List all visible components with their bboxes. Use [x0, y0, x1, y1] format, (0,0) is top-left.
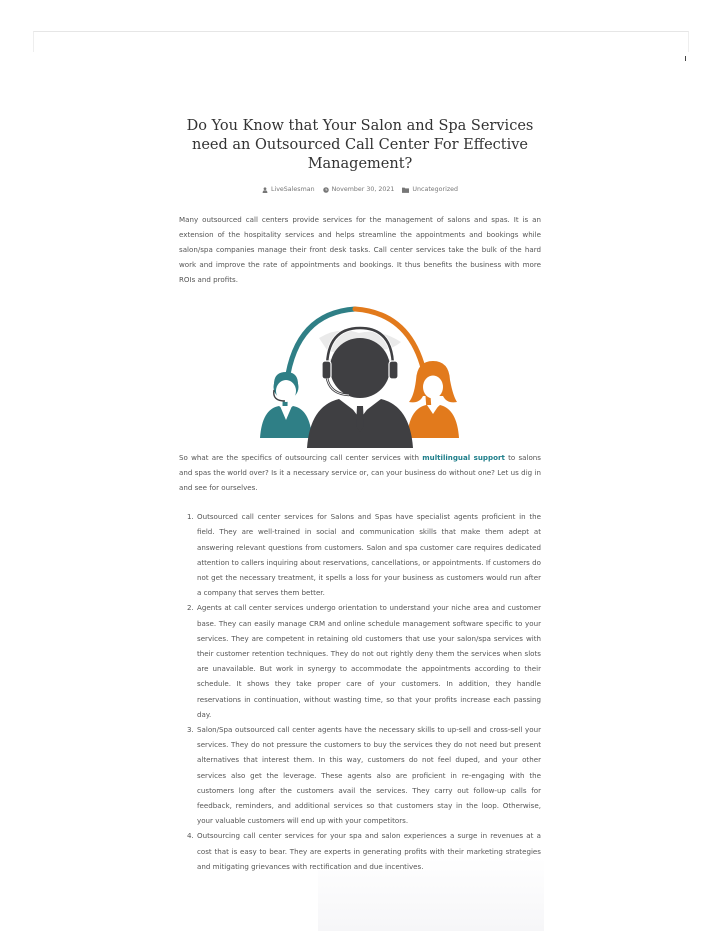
call-center-agents-illustration	[179, 298, 541, 448]
meta-category[interactable]	[402, 185, 458, 194]
post-date[interactable]: November 30, 2021	[331, 186, 395, 193]
author-name[interactable]: LiveSalesman	[270, 186, 315, 193]
main-agent-center	[307, 328, 413, 448]
list-item: 1. Outsourced call center services for Salons and Spas have specialist agents proficient in the field. They are well-trained in social and communication skills that make them adept at answering relevant questions from customers. Salon and spa customer care requires dedicated attention to callers inquiring about reservations, cancellations, or appointments. If customers do not get the necessary treatment, it spells a loss for your business as customers would run after a company that serves them better.	[196, 509, 541, 600]
benefits-list	[179, 509, 541, 874]
list-item: 4. Outsourcing call center services for your spa and salon experiences a surge in revenues at a cost that is easy to bear. They are experts in generating profits with their marketing strategies and mitigating grievances with rectification and due incentives.	[196, 828, 541, 874]
female-agent-right	[407, 361, 459, 438]
para2-text-end: to salons and spas the world over? Is it a necessary service or, can your business do without one? Let us dig in and see for ourselves.	[179, 452, 541, 492]
category-name[interactable]: Uncategorized	[412, 186, 459, 193]
user-icon	[262, 187, 268, 193]
scroll-marker	[685, 56, 686, 61]
intro-paragraph: Many outsourced call centers provide services for the management of salons and spas. It is an extension of the hospitality services and helps streamline the appointments and bookings while salon/spa companies manage their front desk tasks. Call center services take the bulk of the hard work and improve the rate of appointments and bookings. It thus benefits the business with more ROIs and profits.	[179, 214, 541, 285]
hero-image	[179, 298, 541, 448]
second-paragraph	[179, 450, 541, 496]
article-title: Do You Know that Your Salon and Spa Services need an Outsourced Call Center For Effective Management?	[186, 118, 534, 172]
clock-icon	[323, 187, 329, 193]
para2-text-start: So what are the specifics of outsourcing call center services with	[179, 452, 423, 462]
list-item: 3. Salon/Spa outsourced call center agents have the necessary skills to up-sell and cross-sell your services. They do not pressure the customers to buy the services they do not need but present alternatives that interest them. In this way, customers do not feel duped, and your other services also get the leverage. These agents also are proficient in re-engaging with the customers long after the customers avail the services. They carry out follow-up calls for feedback, reminders, and additional services so that customers stay in the loop. Otherwise, your valuable customers will end up with your competitors.	[196, 722, 541, 828]
meta-date[interactable]	[323, 185, 395, 194]
article-meta	[179, 185, 541, 196]
meta-author[interactable]	[262, 185, 315, 194]
article	[179, 117, 541, 874]
page-frame	[33, 31, 689, 52]
folder-icon	[402, 187, 409, 193]
multilingual-support-link[interactable]: multilingual support	[422, 452, 505, 462]
list-item: 2. Agents at call center services undergo orientation to understand your niche area and customer base. They can easily manage CRM and online schedule management software specific to your services. They are competent in retaining old customers that use your salon/spa services with their customer retention techniques. They do not out rightly deny them the services when slots are unavailable. But work in synergy to accommodate the appointments according to their schedule. It shows they take proper care of your customers. In addition, they handle reservations in continuation, without wasting time, so that your profits increase each passing day.	[196, 600, 541, 722]
